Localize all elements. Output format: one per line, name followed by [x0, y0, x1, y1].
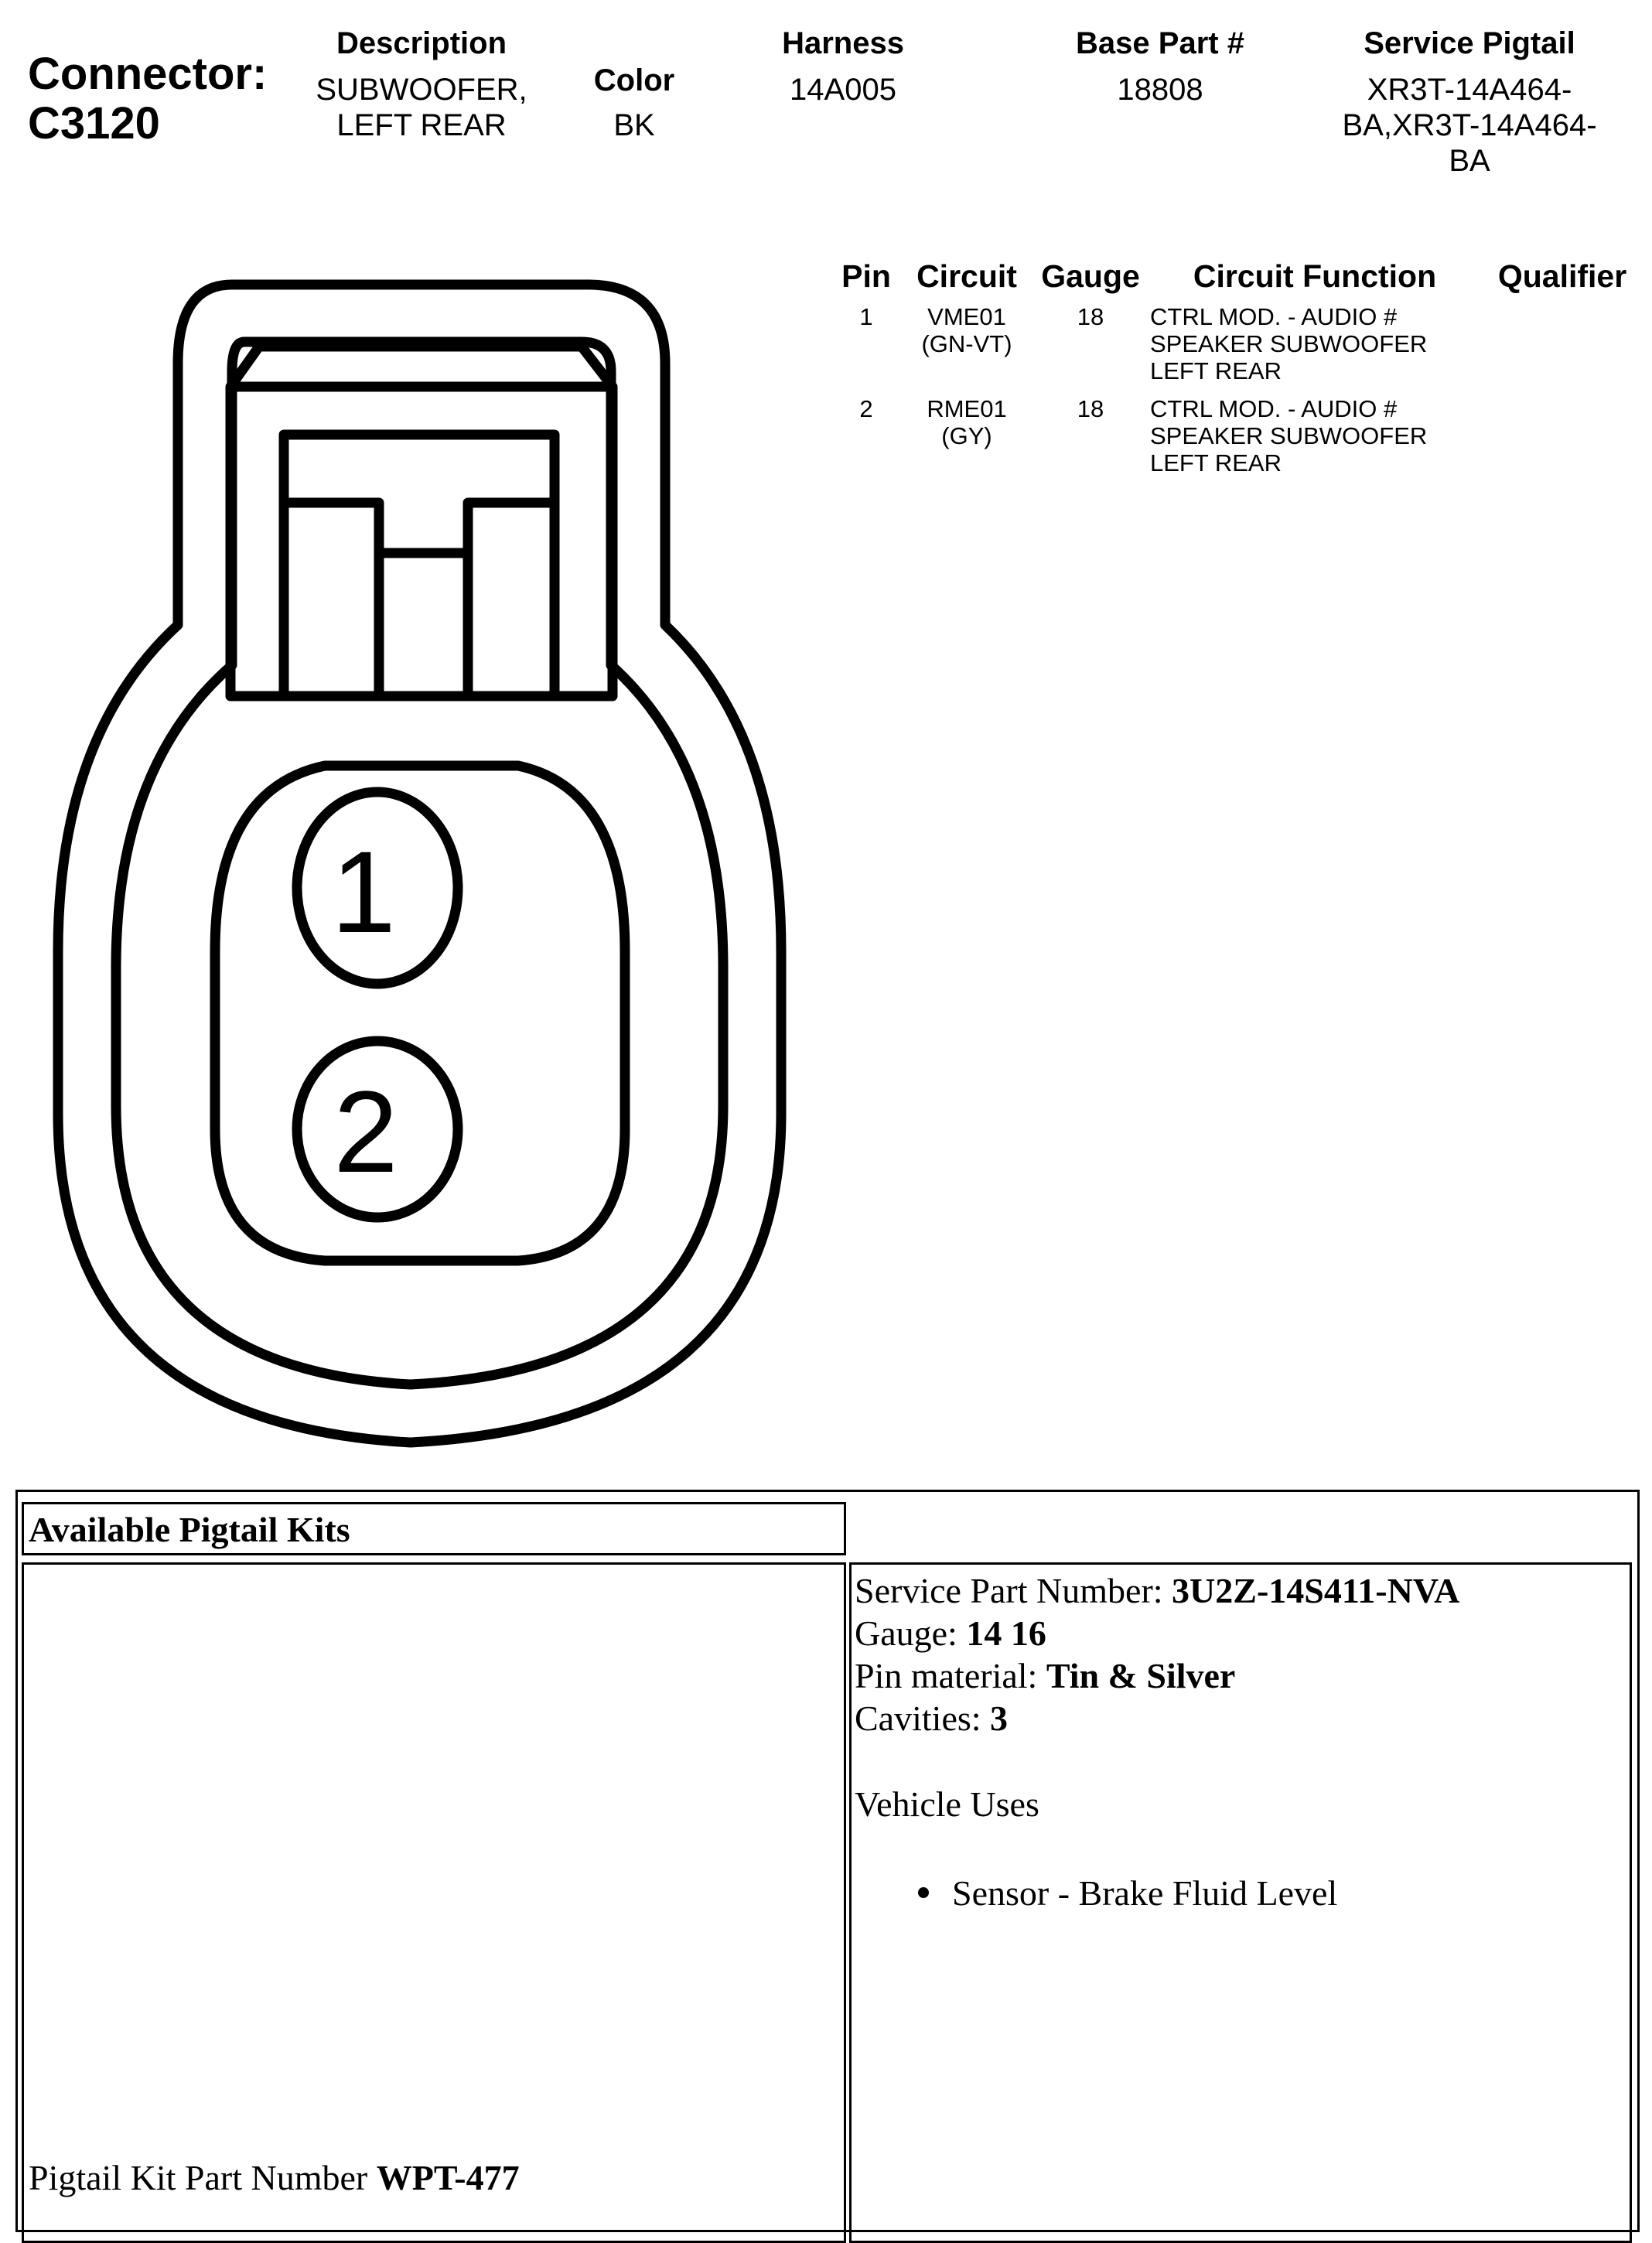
table-row-function-line: LEFT REAR [1150, 357, 1282, 384]
table-row-function-line: CTRL MOD. - AUDIO # [1150, 395, 1398, 422]
base-part-value: 18808 [1117, 73, 1203, 107]
service-part-value: 3U2Z-14S411-NVA [1172, 1571, 1460, 1610]
cavities-value: 3 [990, 1698, 1009, 1738]
pin-1-label: 1 [331, 827, 396, 957]
pigtail-title-cell [22, 1502, 846, 1555]
pigtail-kits-title: Available Pigtail Kits [29, 1510, 350, 1549]
pigtail-kit-cell [22, 1562, 846, 2243]
description-line: LEFT REAR [336, 108, 507, 142]
vehicle-use-text: Sensor - Brake Fluid Level [952, 1873, 1338, 1913]
base-part-column [1029, 26, 1292, 108]
cavity-frame [215, 766, 625, 1261]
cavities-label: Cavities: [855, 1698, 991, 1738]
service-part-line [855, 1569, 1459, 1612]
color-header: Color [593, 63, 675, 97]
vehicle-uses-heading: Vehicle Uses [855, 1784, 1039, 1824]
harness-header: Harness [782, 26, 904, 60]
circuit-col-header: Circuit [916, 258, 1017, 294]
service-pigtail-line: BA,XR3T-14A464- [1342, 108, 1597, 142]
table-row-pin: 2 [859, 395, 873, 422]
table-row-function-line: SPEAKER SUBWOOFER [1150, 330, 1428, 357]
table-row-circuit: RME01 [927, 395, 1007, 422]
cavities-line [855, 1697, 1459, 1739]
harness-value: 14A005 [790, 73, 896, 107]
table-row-gauge: 18 [1077, 303, 1104, 330]
housing-inner-outline [116, 342, 723, 1384]
description-header: Description [336, 26, 507, 60]
pin-material-value: Tin & Silver [1046, 1656, 1236, 1695]
housing-outer-outline [58, 285, 781, 1442]
table-row-circuit: VME01 [927, 303, 1006, 330]
connector-id: C3120 [28, 98, 160, 149]
table-row-circuit-color: (GY) [941, 422, 992, 449]
pin-col-header: Pin [841, 258, 891, 294]
service-part-label: Service Part Number: [855, 1571, 1172, 1610]
harness-column [735, 26, 951, 108]
table-row-function-line: LEFT REAR [1150, 449, 1282, 476]
description-column [294, 26, 549, 143]
color-column [572, 63, 696, 143]
color-value: BK [613, 108, 655, 142]
gauge-label: Gauge: [855, 1613, 967, 1653]
gauge-value: 14 16 [966, 1613, 1046, 1653]
connector-face-diagram [0, 255, 820, 1470]
pin-material-line [855, 1654, 1459, 1697]
gauge-col-header: Gauge [1041, 258, 1140, 294]
kit-part-label: Pigtail Kit Part Number [29, 2158, 377, 2197]
qualifier-col-header: Qualifier [1497, 258, 1627, 294]
connector-label: Connector: [28, 49, 268, 99]
bullet-icon [918, 1887, 929, 1898]
pin-2-label: 2 [333, 1067, 398, 1197]
service-pigtail-line: BA [1449, 144, 1490, 178]
table-row-function-line: CTRL MOD. - AUDIO # [1150, 303, 1398, 330]
table-row-function-line: SPEAKER SUBWOOFER [1150, 422, 1428, 449]
latch-tab [284, 503, 555, 553]
list-item [952, 1872, 1557, 1914]
table-row-pin: 1 [859, 303, 873, 330]
pin-material-label: Pin material: [855, 1656, 1046, 1695]
service-pigtail-header: Service Pigtail [1364, 26, 1575, 60]
function-col-header: Circuit Function [1193, 258, 1437, 294]
pigtail-detail-cell [849, 1562, 1632, 2243]
description-line: SUBWOOFER, [316, 73, 527, 107]
kit-part-number [29, 2156, 520, 2199]
base-part-header: Base Part # [1076, 26, 1244, 60]
latch-window [284, 435, 555, 696]
table-row-circuit-color: (GN-VT) [921, 330, 1012, 357]
service-pigtail-line: XR3T-14A464- [1367, 73, 1572, 107]
gauge-line [855, 1612, 1459, 1654]
service-pigtail-column [1315, 26, 1624, 179]
kit-part-value: WPT-477 [376, 2158, 520, 2197]
table-row-gauge: 18 [1077, 395, 1104, 422]
